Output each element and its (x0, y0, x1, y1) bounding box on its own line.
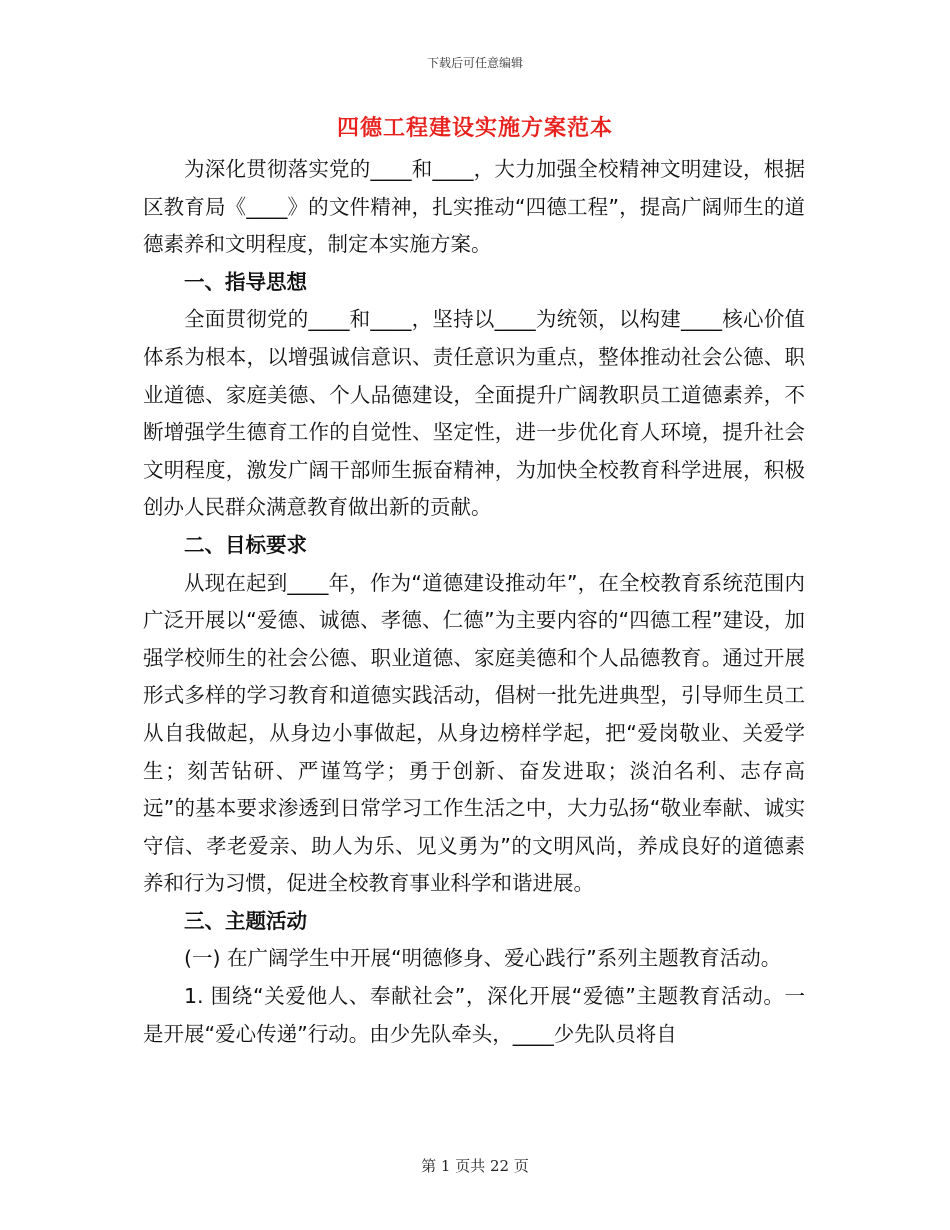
section-heading-theme-activities: 三、主题活动 (184, 908, 307, 933)
section-heading-goals: 二、目标要求 (184, 532, 307, 557)
page-number-footer: 第 1 页共 22 页 (421, 1157, 529, 1175)
section-heading-guiding-ideology: 一、指导思想 (184, 269, 307, 294)
activities-paragraph-1: (一) 在广阔学生中开展“明德修身、爱心践行”系列主题教育活动。 (184, 946, 782, 971)
document-body (143, 151, 805, 1053)
guiding-ideology-paragraph: 全面贯彻党的____和____，坚持以____为统领，以构建____核心价值体系为根本，以增强诚信意识、责任意识为重点，整体推动社会公德、职业道德、家庭美德、个人品德建设，全面提升广阔教职员工道德素养，不断增强学生德育工作的自觉性、坚定性，进一步优化育人环境，提升社会文明程度，激发广阔干部师生振奋精神，为加快全校教育科学进展，积极创办人民群众满意教育做出新的贡献。 (143, 307, 805, 520)
document-title: 四德工程建设实施方案范本 (336, 116, 613, 141)
activities-paragraph-2: 1. 围绕“关爱他人、奉献社会”，深化开展“爱德”主题教育活动。一是开展“爱心传递”行动。由少先队牵头，____少先队员将自 (143, 984, 805, 1046)
intro-paragraph: 为深化贯彻落实党的____和____，大力加强全校精神文明建设，根据区教育局《____》的文件精神，扎实推动“四德工程”，提高广阔师生的道德素养和文明程度，制定本实施方案。 (143, 157, 805, 257)
page-header-note: 下载后可任意编辑 (426, 56, 523, 70)
goals-paragraph: 从现在起到____年，作为“道德建设推动年”，在全校教育系统范围内广泛开展以“爱德、诚德、孝德、仁德”为主要内容的“四德工程”建设，加强学校师生的社会公德、职业道德、家庭美德和个人品德教育。通过开展形式多样的学习教育和道德实践活动，倡树一批先进典型，引导师生员工从自我做起，从身边小事做起，从身边榜样学起，把“爱岗敬业、关爱学生；刻苦钻研、严谨笃学；勇于创新、奋发进取；淡泊名利、志存高远”的基本要求渗透到日常学习工作生活之中，大力弘扬“敬业奉献、诚实守信、孝老爱亲、助人为乐、见义勇为”的文明风尚，养成良好的道德素养和行为习惯，促进全校教育事业科学和谐进展。 (143, 570, 805, 896)
